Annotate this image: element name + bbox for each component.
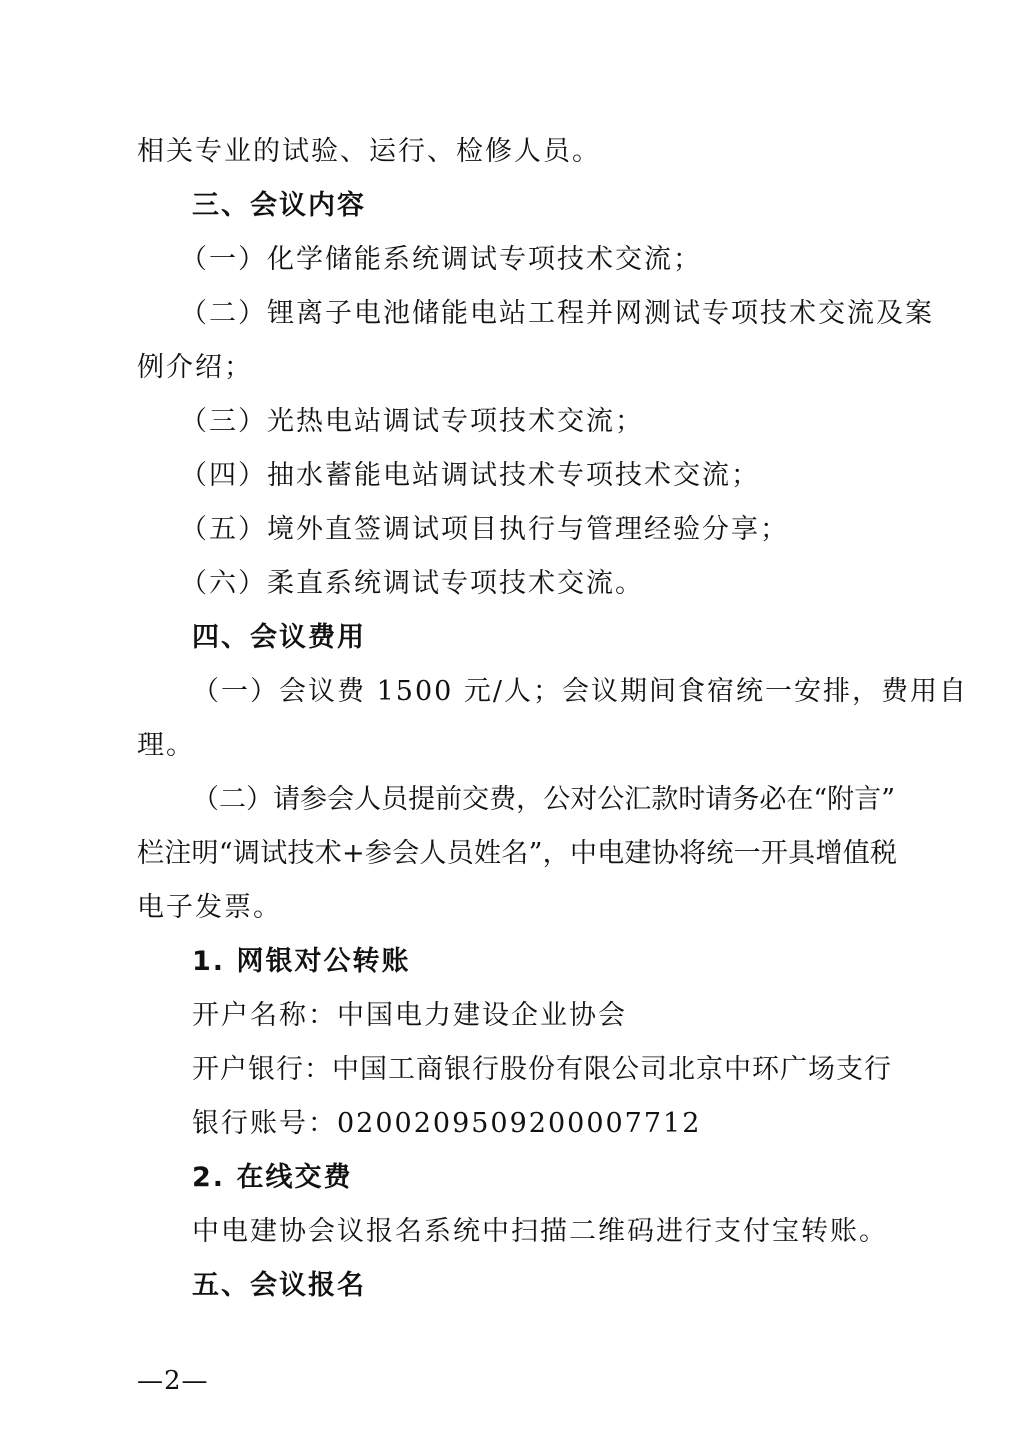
list-item-content-4: （四）抽水蓄能电站调试技术专项技术交流； [180, 460, 760, 491]
fee-item-2: （二）请参会人员提前交费，公对公汇款时请务必在“附言” [192, 784, 895, 815]
list-item-content-5: （五）境外直签调试项目执行与管理经验分享； [180, 514, 789, 545]
fee-item-2-end: 电子发票。 [137, 892, 282, 923]
account-number: 银行账号：0200209509200007712 [192, 1108, 702, 1139]
list-item-content-2: （二）锂离子电池储能电站工程并网测试专项技术交流及案 [180, 298, 934, 329]
heading-online-payment: 2. 在线交费 [192, 1162, 353, 1193]
fee-item-2-continued: 栏注明“调试技术+参会人员姓名”，中电建协将统一开具增值税 [137, 838, 897, 869]
page-number: —2— [137, 1366, 209, 1396]
list-item-content-1: （一）化学储能系统调试专项技术交流； [180, 244, 702, 275]
account-name: 开户名称：中国电力建设企业协会 [192, 1000, 627, 1031]
account-bank: 开户银行：中国工商银行股份有限公司北京中环广场支行 [192, 1054, 892, 1085]
list-item-content-2-continued: 例介绍； [137, 352, 253, 383]
fee-item-1: （一）会议费 1500 元/人；会议期间食宿统一安排，费用自 [192, 676, 968, 707]
list-item-content-6: （六）柔直系统调试专项技术交流。 [180, 568, 644, 599]
heading-meeting-fees: 四、会议费用 [192, 622, 366, 653]
list-item-content-3: （三）光热电站调试专项技术交流； [180, 406, 644, 437]
online-payment-text: 中电建协会议报名系统中扫描二维码进行支付宝转账。 [192, 1216, 888, 1247]
fee-item-1-continued: 理。 [137, 730, 195, 761]
heading-meeting-content: 三、会议内容 [192, 190, 366, 221]
heading-bank-transfer: 1. 网银对公转账 [192, 946, 411, 977]
heading-registration: 五、会议报名 [192, 1270, 366, 1301]
paragraph-attendees: 相关专业的试验、运行、检修人员。 [137, 136, 601, 167]
